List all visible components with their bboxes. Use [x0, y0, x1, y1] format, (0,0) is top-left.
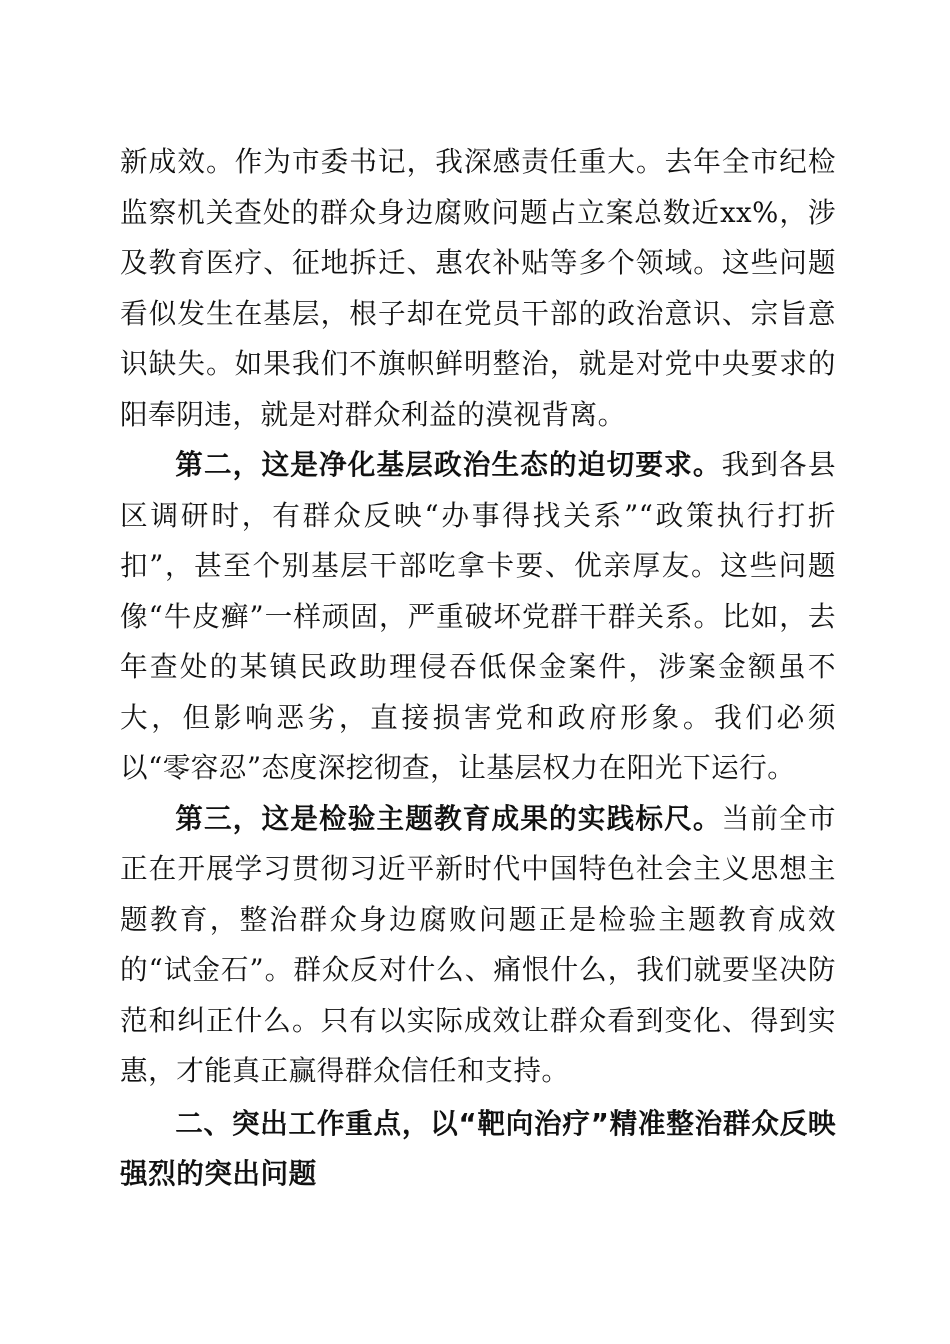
document-body — [120, 137, 836, 1200]
paragraph-third-point — [120, 794, 836, 1097]
paragraph-text: 我到各县区调研时，有群众反映“办事得找关系”“政策执行打折扣”，甚至个别基层干部吃拿卡要、优亲厚友。这些问题像“牛皮癣”一样顽固，严重破坏党群干群关系。比如，去年查处的某镇民政助理侵吞低保金案件，涉案金额虽不大，但影响恶劣，直接损害党和政府形象。我们必须以“零容忍”态度深挖彻查，让基层权力在阳光下运行。 — [120, 448, 836, 784]
paragraph-text: 当前全市正在开展学习贯彻习近平新时代中国特色社会主义思想主题教育，整治群众身边腐败问题正是检验主题教育成效的“试金石”。群众反对什么、痛恨什么，我们就要坚决防范和纠正什么。只有以实际成效让群众看到变化、得到实惠，才能真正赢得群众信任和支持。 — [120, 801, 836, 1087]
paragraph-lead: 第三，这是检验主题教育成果的实践标尺。 — [175, 801, 722, 835]
paragraph-second-point — [120, 440, 836, 794]
paragraph-text: 新成效。作为市委书记，我深感责任重大。去年全市纪检监察机关查处的群众身边腐败问题占立案总数近xx%，涉及教育医疗、征地拆迁、惠农补贴等多个领域。这些问题看似发生在基层，根子却在党员干部的政治意识、宗旨意识缺失。如果我们不旗帜鲜明整治，就是对党中央要求的阳奉阴违，就是对群众利益的漠视背离。 — [120, 145, 836, 431]
section-heading: 二、突出工作重点，以“靶向治疗”精准整治群众反映强烈的突出问题 — [120, 1106, 836, 1190]
paragraph-continuation — [120, 137, 836, 440]
paragraph-lead: 第二，这是净化基层政治生态的迫切要求。 — [175, 448, 722, 481]
